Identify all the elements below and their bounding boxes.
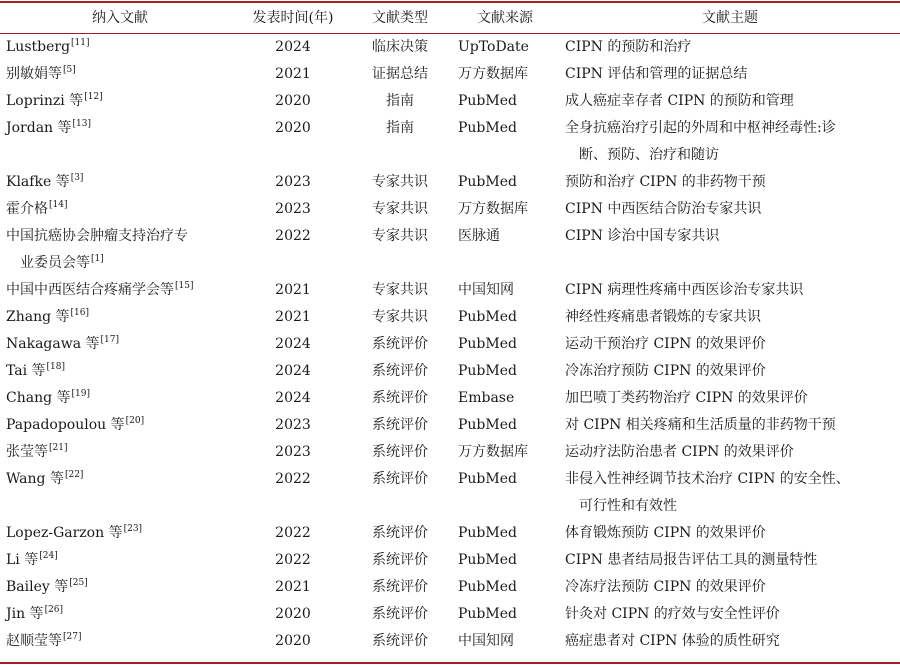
year-cell: 2023 xyxy=(275,201,311,217)
table-row xyxy=(0,331,900,358)
topic-text-cont: 断、预防、治疗和随访 xyxy=(579,147,719,163)
table-row xyxy=(0,466,900,520)
author-cell xyxy=(6,601,238,628)
table-row xyxy=(0,115,900,169)
topic-text: 运动疗法防治患者 CIPN 的效果评价 xyxy=(565,444,794,460)
topic-text: CIPN 中西医结合防治专家共识 xyxy=(565,201,762,217)
author-cell xyxy=(6,520,238,547)
source-cell: 中国知网 xyxy=(458,633,514,649)
citation-ref: [27] xyxy=(63,632,82,643)
type-cell: 系统评价 xyxy=(372,552,428,568)
table-row xyxy=(0,385,900,412)
author-cell xyxy=(6,331,238,358)
year-cell: 2024 xyxy=(275,390,311,406)
topic-text: 运动干预治疗 CIPN 的效果评价 xyxy=(565,336,766,352)
topic-text: CIPN 评估和管理的证据总结 xyxy=(565,66,748,82)
author-name: Jordan 等 xyxy=(6,120,72,136)
table-row xyxy=(0,277,900,304)
author-name: Loprinzi 等 xyxy=(6,93,84,109)
citation-ref: [24] xyxy=(39,551,58,562)
author-cell xyxy=(6,277,238,304)
type-cell: 系统评价 xyxy=(372,336,428,352)
citation-ref: [5] xyxy=(63,65,76,76)
author-name: 张莹等 xyxy=(6,444,48,460)
year-cell: 2024 xyxy=(275,363,311,379)
type-cell: 专家共识 xyxy=(372,174,428,190)
citation-ref: [15] xyxy=(175,281,194,292)
table-row xyxy=(0,88,900,115)
source-cell: 医脉通 xyxy=(458,228,500,244)
topic-cell xyxy=(565,547,895,574)
source-cell: PubMed xyxy=(458,552,517,568)
table-bottom-rule xyxy=(0,662,900,664)
header-type: 文献类型 xyxy=(372,10,428,26)
topic-cell xyxy=(565,304,895,331)
source-cell: 中国知网 xyxy=(458,282,514,298)
year-cell: 2020 xyxy=(275,606,311,622)
topic-text: 对 CIPN 相关疼痛和生活质量的非药物干预 xyxy=(565,417,836,433)
type-cell: 专家共识 xyxy=(372,282,428,298)
source-cell: PubMed xyxy=(458,525,517,541)
topic-cell xyxy=(565,574,895,601)
topic-text: 冷冻疗法预防 CIPN 的效果评价 xyxy=(565,579,766,595)
source-cell: UpToDate xyxy=(458,39,529,55)
type-cell: 专家共识 xyxy=(372,228,428,244)
source-cell: 万方数据库 xyxy=(458,66,528,82)
year-cell: 2024 xyxy=(275,39,311,55)
topic-cell xyxy=(565,223,895,250)
table-row xyxy=(0,358,900,385)
topic-text: 非侵入性神经调节技术治疗 CIPN 的安全性、 xyxy=(565,471,850,487)
topic-text: 成人癌症幸存者 CIPN 的预防和管理 xyxy=(565,93,794,109)
type-cell: 系统评价 xyxy=(372,417,428,433)
topic-text: 全身抗癌治疗引起的外周和中枢神经毒性:诊 xyxy=(565,120,836,136)
table-row xyxy=(0,601,900,628)
topic-cell xyxy=(565,358,895,385)
author-cell xyxy=(6,34,238,61)
citation-ref: [14] xyxy=(49,200,68,211)
topic-text: 冷冻治疗预防 CIPN 的效果评价 xyxy=(565,363,766,379)
author-cell xyxy=(6,385,238,412)
type-cell: 系统评价 xyxy=(372,363,428,379)
source-cell: 万方数据库 xyxy=(458,201,528,217)
table-row xyxy=(0,520,900,547)
topic-cell xyxy=(565,277,895,304)
author-name: Nakagawa 等 xyxy=(6,336,100,352)
author-name: Tai 等 xyxy=(6,363,46,379)
citation-ref: [23] xyxy=(123,524,143,535)
author-name: Papadopoulou 等 xyxy=(6,417,125,433)
author-name: 中国抗癌协会肿瘤支持治疗专 xyxy=(6,228,188,244)
table-row xyxy=(0,628,900,655)
topic-text: CIPN 诊治中国专家共识 xyxy=(565,228,720,244)
source-cell: PubMed xyxy=(458,336,517,352)
header-author: 纳入文献 xyxy=(92,10,148,26)
type-cell: 系统评价 xyxy=(372,579,428,595)
author-name: 中国中西医结合疼痛学会等 xyxy=(6,282,174,298)
source-cell: PubMed xyxy=(458,309,517,325)
table-row xyxy=(0,439,900,466)
author-name: Jin 等 xyxy=(6,606,44,622)
author-cell xyxy=(6,439,238,466)
table-row xyxy=(0,61,900,88)
source-cell: PubMed xyxy=(458,471,517,487)
topic-text: 神经性疼痛患者锻炼的专家共识 xyxy=(565,309,761,325)
source-cell: PubMed xyxy=(458,174,517,190)
table-row xyxy=(0,196,900,223)
citation-ref: [3] xyxy=(70,173,84,184)
author-cell xyxy=(6,61,238,88)
year-cell: 2023 xyxy=(275,417,311,433)
citation-ref: [20] xyxy=(125,416,145,427)
topic-cell xyxy=(565,61,895,88)
source-cell: 万方数据库 xyxy=(458,444,528,460)
topic-text: CIPN 患者结局报告评估工具的测量特性 xyxy=(565,552,818,568)
year-cell: 2020 xyxy=(275,93,311,109)
type-cell: 专家共识 xyxy=(372,201,428,217)
citation-ref: [26] xyxy=(44,605,64,616)
type-cell: 系统评价 xyxy=(372,390,428,406)
citation-ref: [25] xyxy=(69,578,88,589)
author-name: Li 等 xyxy=(6,552,39,568)
author-name: 别敏娟等 xyxy=(6,66,62,82)
author-name: 赵顺莹等 xyxy=(6,633,62,649)
header-source: 文献来源 xyxy=(477,10,533,26)
topic-cell xyxy=(565,412,895,439)
source-cell: PubMed xyxy=(458,93,517,109)
table-row xyxy=(0,34,900,61)
author-cell xyxy=(6,196,238,223)
author-cell xyxy=(6,115,238,142)
topic-cell xyxy=(565,34,895,61)
citation-ref: [19] xyxy=(71,389,90,400)
year-cell: 2022 xyxy=(275,471,311,487)
year-cell: 2022 xyxy=(275,552,311,568)
topic-cell xyxy=(565,196,895,223)
author-cell xyxy=(6,574,238,601)
author-cell xyxy=(6,358,238,385)
author-name: Klafke 等 xyxy=(6,174,70,190)
source-cell: PubMed xyxy=(458,417,517,433)
citation-ref: [1] xyxy=(91,254,104,265)
type-cell: 系统评价 xyxy=(372,471,428,487)
table-row xyxy=(0,574,900,601)
source-cell: Embase xyxy=(458,390,515,406)
topic-cell xyxy=(565,115,895,169)
author-cell xyxy=(6,304,238,331)
author-name: Lustberg xyxy=(6,39,71,55)
type-cell: 系统评价 xyxy=(372,444,428,460)
table-header-row xyxy=(0,2,900,29)
year-cell: 2021 xyxy=(275,579,311,595)
table-row xyxy=(0,223,900,277)
topic-cell xyxy=(565,88,895,115)
year-cell: 2021 xyxy=(275,66,311,82)
citation-ref: [18] xyxy=(46,362,66,373)
topic-cell xyxy=(565,628,895,655)
year-cell: 2022 xyxy=(275,228,311,244)
author-name: Chang 等 xyxy=(6,390,71,406)
table-row xyxy=(0,304,900,331)
source-cell: PubMed xyxy=(458,606,517,622)
author-cell xyxy=(6,466,238,493)
table-row xyxy=(0,547,900,574)
source-cell: PubMed xyxy=(458,363,517,379)
topic-cell xyxy=(565,601,895,628)
topic-text-cont: 可行性和有效性 xyxy=(579,498,677,514)
type-cell: 证据总结 xyxy=(372,66,428,82)
topic-text: 体育锻炼预防 CIPN 的效果评价 xyxy=(565,525,766,541)
topic-text: 加巴喷丁类药物治疗 CIPN 的效果评价 xyxy=(565,390,808,406)
topic-cell xyxy=(565,520,895,547)
author-name: Wang 等 xyxy=(6,471,64,487)
topic-cell xyxy=(565,169,895,196)
author-name: 霍介格 xyxy=(6,201,48,217)
citation-ref: [22] xyxy=(64,470,84,481)
header-topic: 文献主题 xyxy=(702,10,758,26)
topic-cell xyxy=(565,439,895,466)
type-cell: 指南 xyxy=(386,120,414,136)
table-row xyxy=(0,169,900,196)
author-name-cont: 业委员会等 xyxy=(20,255,90,271)
author-cell xyxy=(6,169,238,196)
citation-ref: [21] xyxy=(49,443,68,454)
source-cell: PubMed xyxy=(458,579,517,595)
year-cell: 2022 xyxy=(275,525,311,541)
author-cell xyxy=(6,223,238,277)
citation-ref: [16] xyxy=(70,308,90,319)
year-cell: 2021 xyxy=(275,309,311,325)
table-row xyxy=(0,412,900,439)
year-cell: 2021 xyxy=(275,282,311,298)
year-cell: 2020 xyxy=(275,120,311,136)
type-cell: 临床决策 xyxy=(372,39,428,55)
type-cell: 系统评价 xyxy=(372,525,428,541)
topic-cell xyxy=(565,466,895,520)
topic-cell xyxy=(565,331,895,358)
author-cell xyxy=(6,412,238,439)
type-cell: 系统评价 xyxy=(372,606,428,622)
author-name: Bailey 等 xyxy=(6,579,69,595)
year-cell: 2023 xyxy=(275,174,311,190)
topic-cell xyxy=(565,385,895,412)
type-cell: 系统评价 xyxy=(372,633,428,649)
topic-text: 癌症患者对 CIPN 体验的质性研究 xyxy=(565,633,780,649)
type-cell: 指南 xyxy=(386,93,414,109)
type-cell: 专家共识 xyxy=(372,309,428,325)
author-name: Zhang 等 xyxy=(6,309,70,325)
topic-text: 预防和治疗 CIPN 的非药物干预 xyxy=(565,174,766,190)
topic-text: 针灸对 CIPN 的疗效与安全性评价 xyxy=(565,606,780,622)
citation-ref: [13] xyxy=(72,119,91,130)
author-cell xyxy=(6,88,238,115)
citation-ref: [12] xyxy=(84,92,103,103)
author-name: Lopez-Garzon 等 xyxy=(6,525,123,541)
topic-text: CIPN 的预防和治疗 xyxy=(565,39,692,55)
author-cell xyxy=(6,547,238,574)
header-year: 发表时间(年) xyxy=(252,10,334,26)
citation-ref: [17] xyxy=(100,335,119,346)
topic-text: CIPN 病理性疼痛中西医诊治专家共识 xyxy=(565,282,804,298)
year-cell: 2020 xyxy=(275,633,311,649)
year-cell: 2023 xyxy=(275,444,311,460)
citation-ref: [11] xyxy=(71,38,90,49)
year-cell: 2024 xyxy=(275,336,311,352)
source-cell: PubMed xyxy=(458,120,517,136)
author-cell xyxy=(6,628,238,655)
